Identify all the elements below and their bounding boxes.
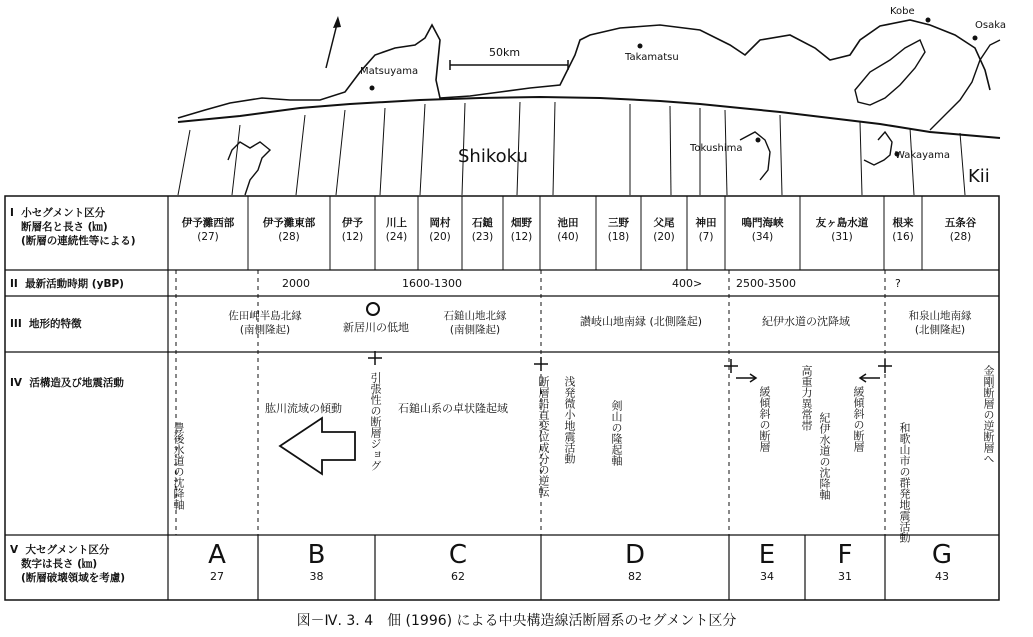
segment-cell: 鳴門海峡 (34) [741,217,784,243]
age-label: 2500-3500 [736,277,796,290]
segment-cell: 根来 (16) [892,217,914,243]
landform-label: 石鎚山地北縁 (南側隆起) [443,310,507,336]
activity-label: 緩傾斜の断層 [852,386,865,452]
big-segment: G 43 [931,540,953,583]
awaji-island [855,40,925,105]
figure-caption: 図－Ⅳ. 3. 4 佃 (1996) による中央構造線活断層系のセグメント区分 [296,613,737,629]
segment-cell: 池田 (40) [557,217,579,243]
segment-cell: 友ヶ島水道 (31) [815,217,869,243]
row3-header: III 地形的特徴 [10,318,82,330]
city-matsuyama: Matsuyama [360,66,419,77]
fault-trace [178,97,1000,138]
segment-cell: 伊予灘東部 (28) [262,217,316,243]
takamatsu-dot [638,44,643,49]
segment-cell: 伊予灘西部 (27) [181,217,235,243]
age-label: 1600-1300 [402,277,462,290]
segment-cell: 川上 (24) [385,217,408,243]
big-segment: C 62 [448,540,468,583]
row4-header: IV 活構造及び地震活動 [10,377,124,389]
big-segment: F 31 [837,540,853,583]
city-takamatsu: Takamatsu [625,52,679,63]
matsuyama-dot [370,86,375,91]
north-arrow-head [333,16,341,28]
segment-cell: 岡村 (20) [429,217,451,243]
age-label: 2000 [282,277,310,290]
activity-label: 断層鉛直変位成分の逆転 [537,376,550,497]
segment-cell: 三野 (18) [607,217,630,243]
activity-label: 和歌山市の群発地震活動 [898,422,911,543]
segment-cell: 伊予 (12) [341,217,364,243]
activity-label: 石鎚山系の卓状隆起域 [398,402,508,415]
row5-header: V 大セグメント区分 数字は長さ (㎞) (断層破壊領域を考慮) [10,544,126,584]
activity-label: 豊後水道の沈降軸 [172,422,185,510]
city-wakayama: Wakayama [895,150,951,161]
big-segment: A 27 [208,540,226,583]
coastline-south [228,132,892,195]
landform-label: 佐田岬半島北縁 (南側隆起) [228,310,302,336]
landform-label: 和泉山地南縁 (北側隆起) [908,310,972,336]
map-boundary-lines [178,102,965,195]
age-label: 400> [672,277,703,290]
landform-label: 讃岐山地南縁 (北側隆起) [580,315,703,328]
activity-label: 金剛断層の逆断層へ [982,365,995,464]
coastline-north [178,20,990,118]
row2-header: II 最新活動時期 (yBP) [10,278,124,290]
scale-label: 50km [489,46,521,59]
activity-label: 紀伊水道の沈降軸 [818,412,831,500]
landform-label: 新居川の低地 [343,321,409,334]
island-label: Shikoku [458,146,528,167]
activity-label: 肱川流域の傾動 [265,402,342,415]
kobe-dot [926,18,931,23]
age-label: ? [895,277,901,290]
tokushima-dot [756,138,761,143]
segment-cell: 神田 (7) [695,217,717,243]
activity-label: 浅発微小地震活動 [563,376,576,464]
activity-label: 引張性の断層ジョグ [369,372,382,471]
region-label: Kii [968,166,990,187]
activity-label: 緩傾斜の断層 [758,386,771,452]
osaka-dot [973,36,978,41]
city-kobe: Kobe [890,6,915,17]
segment-cell: 畑野 (12) [510,217,533,243]
segment-cell: 石鎚 (23) [471,217,494,243]
big-segment: E 34 [758,540,776,583]
city-tokushima: Tokushima [690,143,743,154]
landform-label: 紀伊水道の沈降域 [762,315,850,328]
activity-label: 剣山の隆起軸 [610,400,623,466]
lowland-circle [367,303,379,315]
big-segment: D 82 [624,540,646,583]
segment-cell: 五条谷 (28) [944,217,977,243]
city-osaka: Osaka [975,20,1006,31]
activity-label: 高重力異常帯 [800,365,813,431]
row1-header: I 小セグメント区分 断層名と長さ (㎞) (断層の連続性等による) [10,207,136,247]
segment-cell: 父尾 (20) [653,217,675,243]
big-segment: B 38 [307,540,326,583]
